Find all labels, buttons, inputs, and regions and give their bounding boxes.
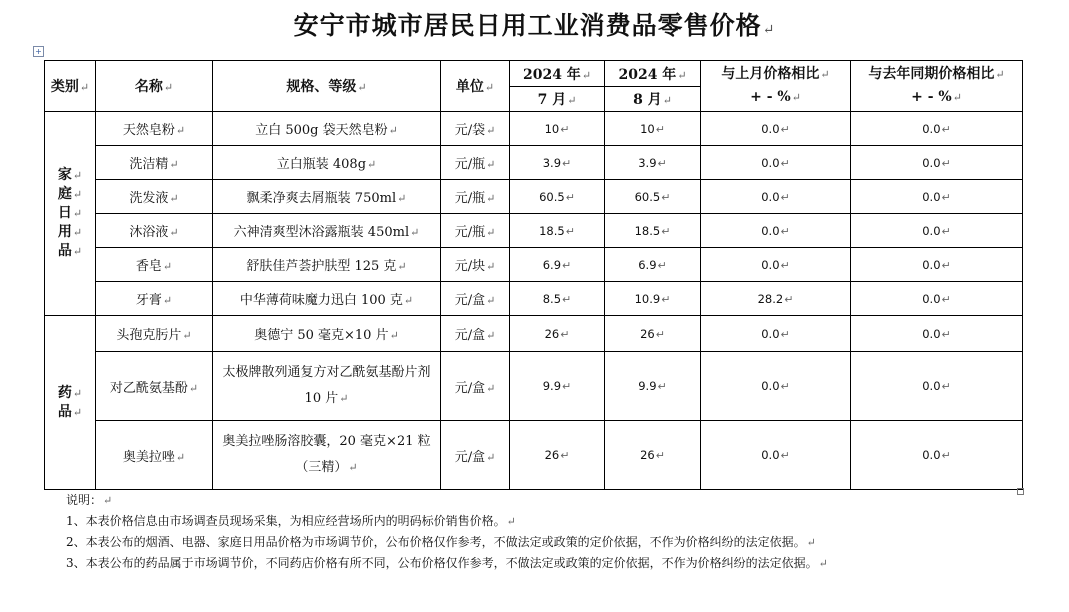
table-row: [45, 282, 1023, 316]
jul-price-cell: 26↵: [510, 316, 605, 352]
name-cell: 对乙酰氨基酚↵: [96, 352, 213, 421]
note-item: 3、本表公布的药品属于市场调节价，不同药店价格有所不同，公布价格仅作参考，不做法定或政策的定价依据，不作为价格纠纷的法定依据。↵: [66, 556, 828, 570]
jul-price-cell: 10↵: [510, 112, 605, 146]
mom-change-cell: 0.0↵: [701, 214, 851, 248]
unit-cell: 元/盒↵: [441, 316, 510, 352]
spec-cell: 立白 500g 袋天然皂粉↵: [213, 112, 441, 146]
header-category: 类别↵: [45, 61, 96, 112]
table-row: [45, 146, 1023, 180]
mom-change-cell: 0.0↵: [701, 180, 851, 214]
mom-change-cell: 0.0↵: [701, 112, 851, 146]
table-resize-handle-icon[interactable]: [1017, 488, 1024, 495]
yoy-change-cell: 0.0↵: [851, 421, 1023, 490]
notes-heading: 说明：↵: [66, 493, 113, 507]
notes: [66, 490, 828, 574]
header-col2-month: 8 月↵: [605, 87, 701, 112]
table-row: [45, 316, 1023, 352]
table-row: [45, 112, 1023, 146]
unit-cell: 元/瓶↵: [441, 146, 510, 180]
aug-price-cell: 26↵: [605, 316, 701, 352]
jul-price-cell: 26↵: [510, 421, 605, 490]
unit-cell: 元/盒↵: [441, 282, 510, 316]
category-label-char: 庭: [57, 186, 72, 202]
yoy-change-cell: 0.0↵: [851, 214, 1023, 248]
header-spec: 规格、等级↵: [213, 61, 441, 112]
category-label-char: 品: [57, 243, 72, 259]
document-title: 安宁市城市居民日用工业消费品零售价格↵: [293, 11, 776, 40]
yoy-change-cell: 0.0↵: [851, 112, 1023, 146]
table-move-handle-icon[interactable]: +: [33, 46, 44, 57]
aug-price-cell: 60.5↵: [605, 180, 701, 214]
spec-cell: 飘柔净爽去屑瓶装 750ml↵: [213, 180, 441, 214]
aug-price-cell: 10↵: [605, 112, 701, 146]
header-col2-year: 2024 年↵: [605, 61, 701, 87]
header-unit: 单位↵: [441, 61, 510, 112]
price-table-body: [45, 112, 1023, 490]
name-cell: 香皂↵: [96, 248, 213, 282]
name-cell: 天然皂粉↵: [96, 112, 213, 146]
header-yoy: 与去年同期价格相比↵ + - %↵: [851, 61, 1023, 112]
table-row: [45, 421, 1023, 490]
spec-cell: 太极牌散列通复方对乙酰氨基酚片剂 10 片↵: [213, 352, 441, 421]
spec-cell: 中华薄荷味魔力迅白 100 克↵: [213, 282, 441, 316]
yoy-change-cell: 0.0↵: [851, 180, 1023, 214]
note-item: 1、本表价格信息由市场调查员现场采集，为相应经营场所内的明码标价销售价格。↵: [66, 514, 516, 528]
note-item: 2、本表公布的烟酒、电器、家庭日用品价格为市场调节价，公布价格仅作参考，不做法定或政策的定价依据，不作为价格纠纷的法定依据。↵: [66, 535, 816, 549]
header-col1-year: 2024 年↵: [510, 61, 605, 87]
category-cell: 药↵ 品↵: [45, 316, 96, 490]
aug-price-cell: 18.5↵: [605, 214, 701, 248]
aug-price-cell: 6.9↵: [605, 248, 701, 282]
name-cell: 洗洁精↵: [96, 146, 213, 180]
mom-change-cell: 0.0↵: [701, 248, 851, 282]
yoy-change-cell: 0.0↵: [851, 316, 1023, 352]
spec-cell: 奥美拉唑肠溶胶囊，20 毫克×21 粒（三精）↵: [213, 421, 441, 490]
aug-price-cell: 9.9↵: [605, 352, 701, 421]
jul-price-cell: 60.5↵: [510, 180, 605, 214]
aug-price-cell: 3.9↵: [605, 146, 701, 180]
header-row: [45, 61, 1023, 87]
table-row: [45, 180, 1023, 214]
name-cell: 洗发液↵: [96, 180, 213, 214]
category-label-char: 日: [57, 205, 72, 221]
jul-price-cell: 18.5↵: [510, 214, 605, 248]
category-label-char: 药: [57, 384, 72, 401]
aug-price-cell: 26↵: [605, 421, 701, 490]
category-label-char: 品: [57, 403, 72, 420]
unit-cell: 元/瓶↵: [441, 214, 510, 248]
mom-change-cell: 0.0↵: [701, 352, 851, 421]
table-row: [45, 214, 1023, 248]
yoy-change-cell: 0.0↵: [851, 248, 1023, 282]
jul-price-cell: 9.9↵: [510, 352, 605, 421]
jul-price-cell: 6.9↵: [510, 248, 605, 282]
unit-cell: 元/袋↵: [441, 112, 510, 146]
category-cell: 家↵ 庭↵ 日↵ 用↵ 品↵: [45, 112, 96, 316]
mom-change-cell: 28.2↵: [701, 282, 851, 316]
header-name: 名称↵: [96, 61, 213, 112]
yoy-change-cell: 0.0↵: [851, 352, 1023, 421]
jul-price-cell: 8.5↵: [510, 282, 605, 316]
yoy-change-cell: 0.0↵: [851, 282, 1023, 316]
mom-change-cell: 0.0↵: [701, 146, 851, 180]
unit-cell: 元/瓶↵: [441, 180, 510, 214]
unit-cell: 元/盒↵: [441, 421, 510, 490]
header-mom: 与上月价格相比↵ + - %↵: [701, 61, 851, 112]
jul-price-cell: 3.9↵: [510, 146, 605, 180]
name-cell: 牙膏↵: [96, 282, 213, 316]
table-row: [45, 352, 1023, 421]
unit-cell: 元/块↵: [441, 248, 510, 282]
price-table: [44, 60, 1023, 490]
header-col1-month: 7 月↵: [510, 87, 605, 112]
unit-cell: 元/盒↵: [441, 352, 510, 421]
spec-cell: 立白瓶装 408g↵: [213, 146, 441, 180]
spec-cell: 奥德宁 50 毫克×10 片↵: [213, 316, 441, 352]
category-label-char: 家: [57, 167, 72, 183]
spec-cell: 六神清爽型沐浴露瓶装 450ml↵: [213, 214, 441, 248]
category-label-char: 用: [57, 224, 72, 240]
table-row: [45, 248, 1023, 282]
name-cell: 沐浴液↵: [96, 214, 213, 248]
name-cell: 奥美拉唑↵: [96, 421, 213, 490]
yoy-change-cell: 0.0↵: [851, 146, 1023, 180]
aug-price-cell: 10.9↵: [605, 282, 701, 316]
name-cell: 头孢克肟片↵: [96, 316, 213, 352]
mom-change-cell: 0.0↵: [701, 421, 851, 490]
spec-cell: 舒肤佳芦荟护肤型 125 克↵: [213, 248, 441, 282]
mom-change-cell: 0.0↵: [701, 316, 851, 352]
